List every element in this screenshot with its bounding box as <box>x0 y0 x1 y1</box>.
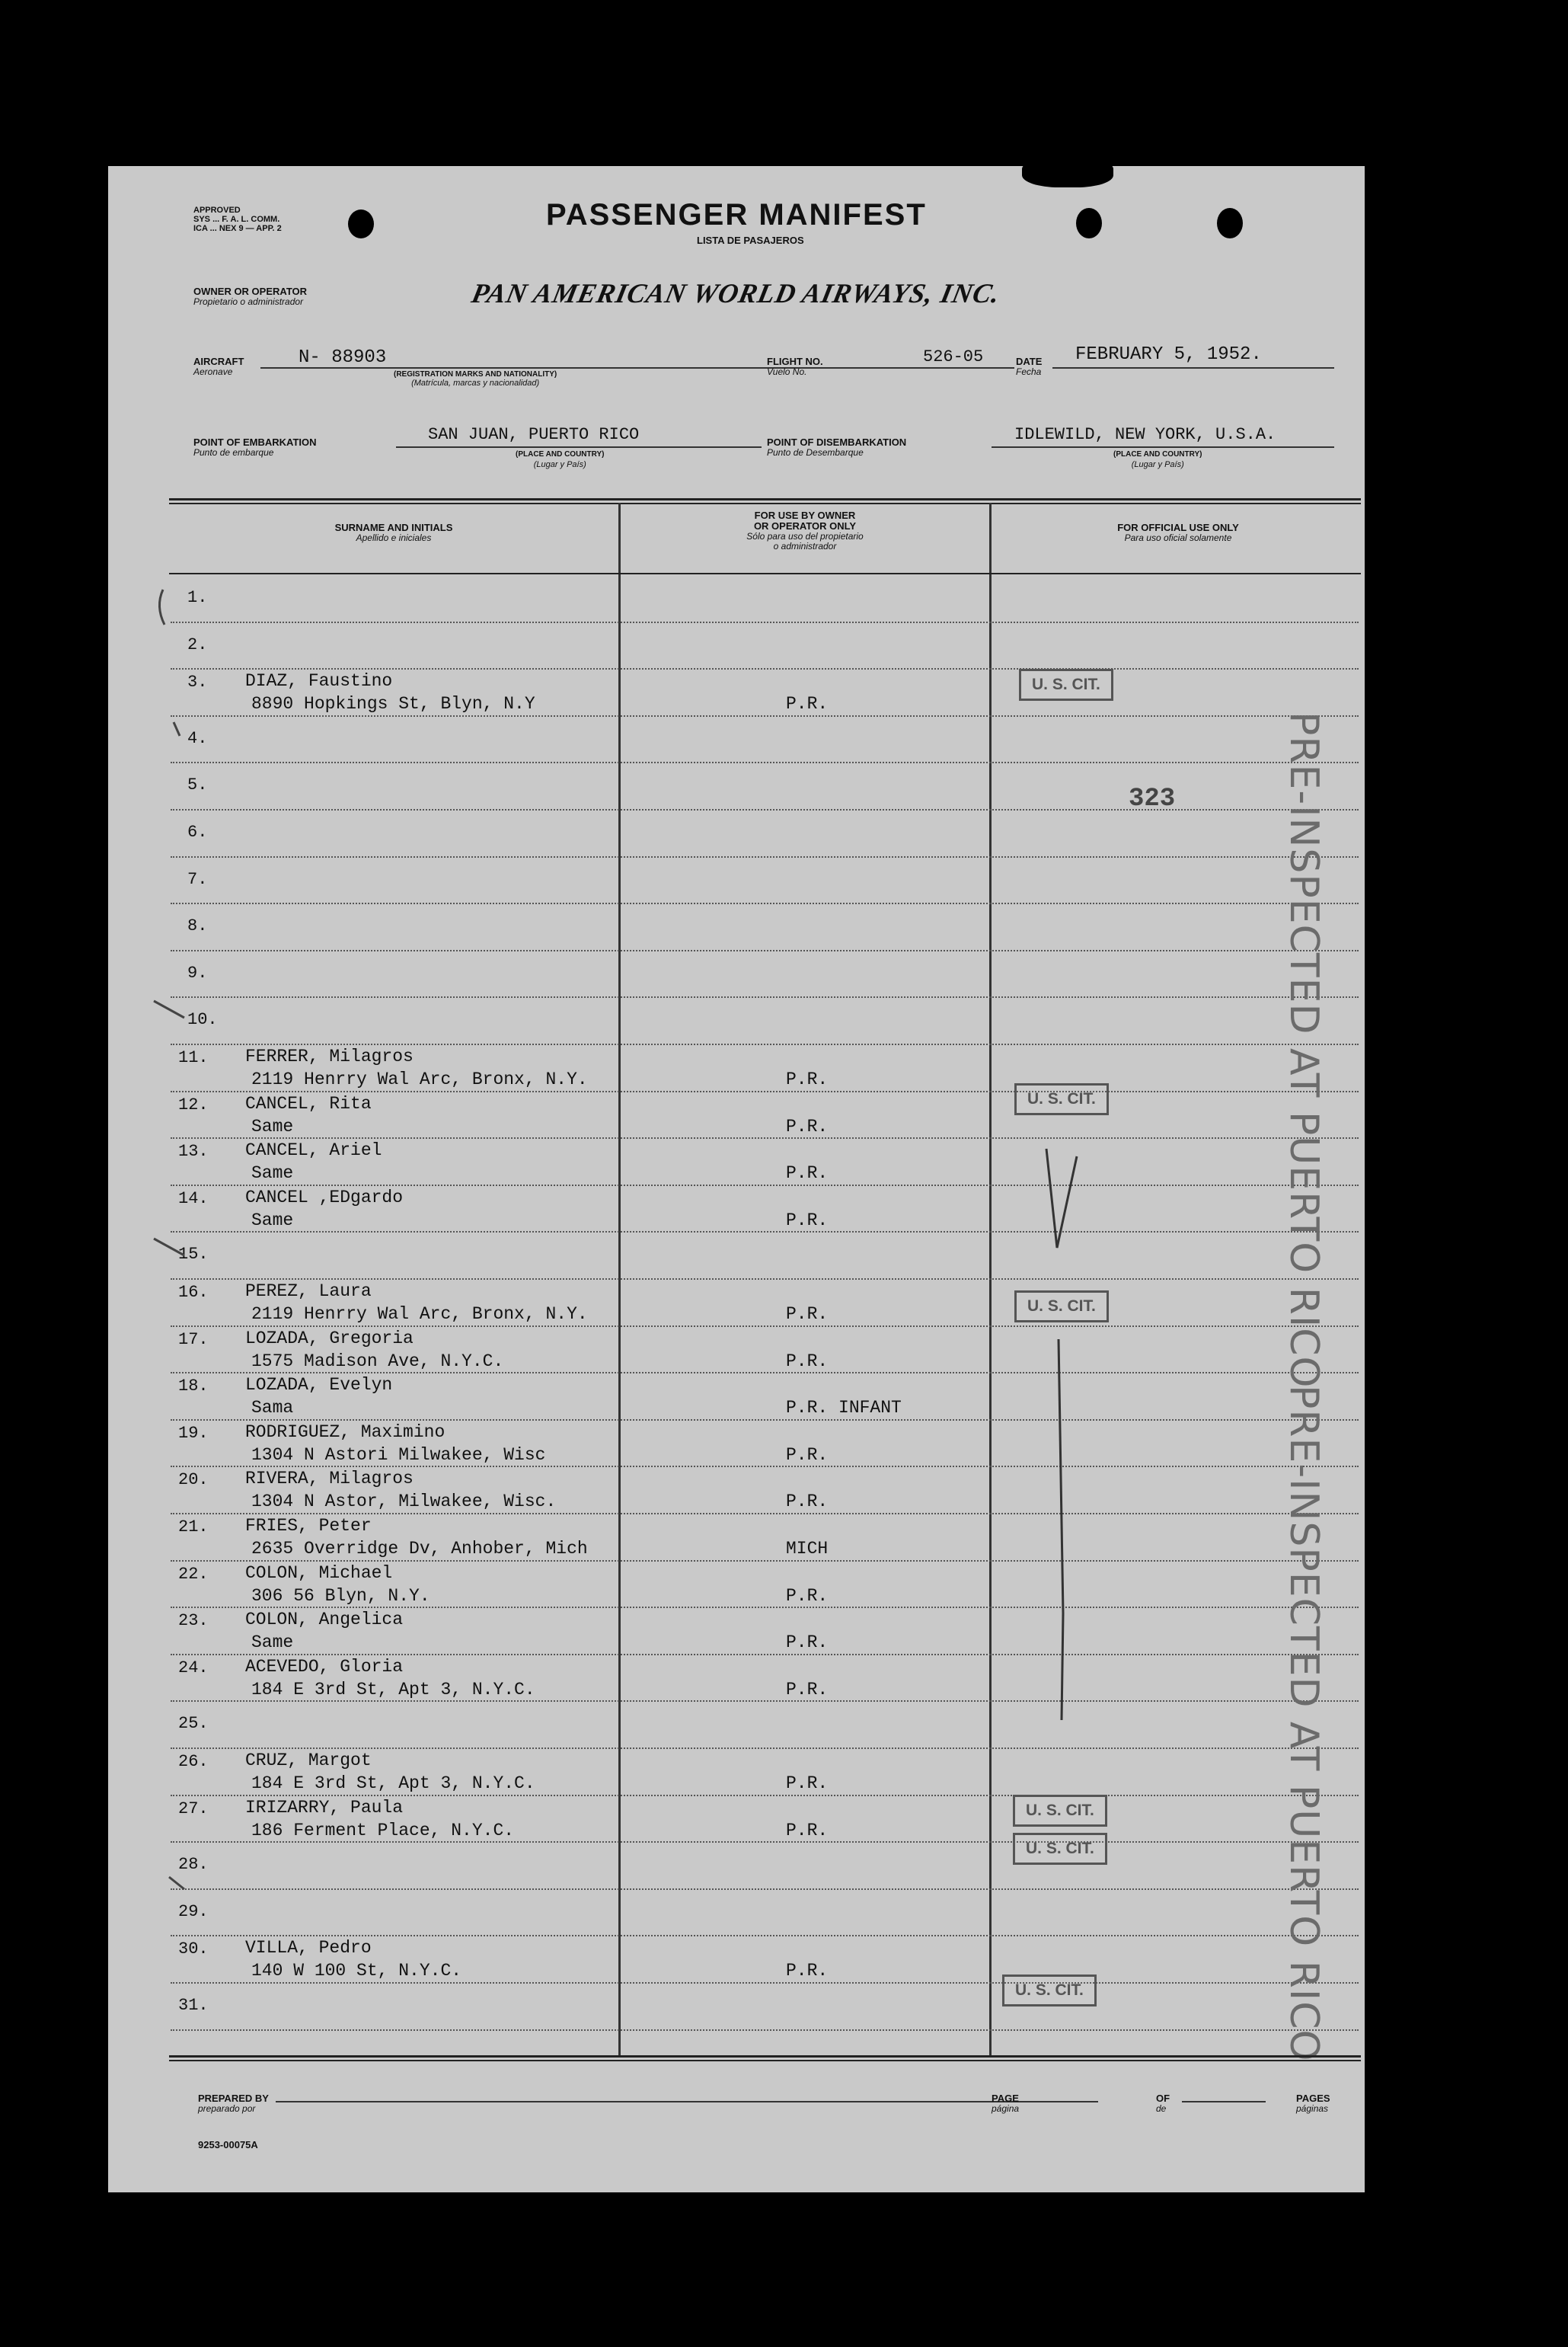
operator-note: P.R. <box>786 1070 829 1089</box>
row-number: 5. <box>187 775 208 795</box>
operator-note: P.R. <box>786 694 829 715</box>
passenger-name: RIVERA, Milagros <box>245 1469 414 1489</box>
operator-note: P.R. <box>786 1632 829 1653</box>
prepared-label-group <box>198 2093 269 2114</box>
operator-note: P.R. <box>786 1304 829 1324</box>
col3-label: FOR OFFICIAL USE ONLY <box>1117 522 1239 533</box>
col3-label-es: Para uso oficial solamente <box>1124 532 1232 543</box>
pages-label-es: páginas <box>1296 2103 1329 2114</box>
passenger-address: 184 E 3rd St, Apt 3, N.Y.C. <box>251 1679 535 1699</box>
passenger-address: 184 E 3rd St, Apt 3, N.Y.C. <box>251 1773 535 1793</box>
passenger-name: VILLA, Pedro <box>245 1938 372 1958</box>
us-cit-stamp-row27: U. S. CIT. <box>1013 1833 1107 1865</box>
prepared-label: PREPARED BY <box>198 2093 269 2104</box>
row-number: 21. <box>178 1517 209 1536</box>
col1-label-es: Apellido e iniciales <box>356 532 432 543</box>
passenger-name: IRIZARRY, Paula <box>245 1797 404 1818</box>
passenger-name: RODRIGUEZ, Maximino <box>245 1421 445 1442</box>
operator-note: P.R. <box>786 1820 829 1840</box>
passenger-name: CANCEL, Rita <box>245 1093 372 1114</box>
col2-label-b: OR OPERATOR ONLY <box>753 520 857 532</box>
date-value: FEBRUARY 5, 1952. <box>1075 344 1262 365</box>
of-label: OF <box>1156 2093 1170 2104</box>
passenger-address: Same <box>251 1163 294 1184</box>
embark-label: POINT OF EMBARKATION <box>193 436 317 448</box>
embark-place-sub: (PLACE AND COUNTRY) <box>516 450 605 459</box>
row-number: 19. <box>178 1423 209 1443</box>
pages-label: PAGES <box>1296 2093 1330 2104</box>
passenger-address: 2635 Overridge Dv, Anhober, Mich <box>251 1539 588 1559</box>
aircraft-sub-es: (Matrícula, marcas y nacionalidad) <box>411 379 540 388</box>
us-cit-stamp-row3: U. S. CIT. <box>1019 669 1113 701</box>
manifest-title: PASSENGER MANIFEST <box>546 198 927 232</box>
passenger-address: 186 Ferment Place, N.Y.C. <box>251 1820 515 1840</box>
passenger-address: 1304 N Astori Milwakee, Wisc <box>251 1444 546 1465</box>
col1-label: SURNAME AND INITIALS <box>334 522 453 533</box>
operator-note: P.R. <box>786 1351 829 1371</box>
disembark-value: IDLEWILD, NEW YORK, U.S.A. <box>1014 425 1276 444</box>
row-number: 17. <box>178 1329 209 1349</box>
approved-line-2: SYS ... F. A. L. COMM. <box>193 215 280 224</box>
us-cit-stamp-row12: U. S. CIT. <box>1014 1083 1109 1115</box>
manifest-sheet <box>108 166 1365 2192</box>
row-number: 10. <box>187 1010 218 1030</box>
disembark-label: POINT OF DISEMBARKATION <box>767 436 907 448</box>
operator-note: P.R. <box>786 1116 829 1137</box>
page-label-group <box>992 2093 1019 2114</box>
row-number: 23. <box>178 1611 209 1631</box>
row-number: 14. <box>178 1188 209 1208</box>
row-number: 26. <box>178 1752 209 1771</box>
row-number: 6. <box>187 823 208 842</box>
row-number: 29. <box>178 1901 209 1921</box>
operator-note: P.R. INFANT <box>786 1398 902 1418</box>
pre-inspected-stamp-upper: PRE-INSPECTED AT PUERTO RICO <box>1281 711 1327 1389</box>
col2-label-a: FOR USE BY OWNER <box>754 510 856 521</box>
row-number: 31. <box>178 1996 209 2015</box>
flight-label: FLIGHT NO. <box>767 356 823 367</box>
embark-value: SAN JUAN, PUERTO RICO <box>428 425 640 444</box>
passenger-name: FRIES, Peter <box>245 1516 372 1536</box>
passenger-name: LOZADA, Gregoria <box>245 1328 414 1348</box>
row-number: 30. <box>178 1939 209 1959</box>
passenger-name: CANCEL, Ariel <box>245 1140 382 1161</box>
passenger-name: PEREZ, Laura <box>245 1281 372 1301</box>
operator-note: P.R. <box>786 1585 829 1606</box>
row-number: 27. <box>178 1799 209 1818</box>
pencil-check-marks <box>108 166 1365 2192</box>
pages-label-group <box>1296 2093 1330 2114</box>
row-number: 3. <box>187 673 208 692</box>
table-bottom-rule <box>169 2055 1361 2058</box>
operator-note: P.R. <box>786 1773 829 1793</box>
disembark-place-sub: (PLACE AND COUNTRY) <box>1113 450 1202 459</box>
aircraft-value: N- 88903 <box>299 347 387 368</box>
passenger-address: 2119 Henrry Wal Arc, Bronx, N.Y. <box>251 1304 588 1324</box>
owner-value: PAN AMERICAN WORLD AIRWAYS, INC. <box>468 278 1004 309</box>
passenger-name: COLON, Michael <box>245 1562 393 1583</box>
row-number: 9. <box>187 963 208 983</box>
aircraft-label: AIRCRAFT <box>193 356 244 367</box>
operator-note: P.R. <box>786 1210 829 1230</box>
passenger-address: Same <box>251 1116 294 1137</box>
passenger-name: CRUZ, Margot <box>245 1751 372 1770</box>
form-number: 9253-00075A <box>198 2139 258 2150</box>
prepared-label-es: preparado por <box>198 2103 256 2114</box>
date-label-es: Fecha <box>1016 366 1042 377</box>
row-number: 15. <box>178 1245 209 1265</box>
operator-note: P.R. <box>786 1492 829 1512</box>
col2-label-es-a: Sólo para uso del propietario <box>746 531 864 542</box>
row-number: 7. <box>187 869 208 889</box>
passenger-name: ACEVEDO, Gloria <box>245 1656 404 1677</box>
row-number: 4. <box>187 728 208 748</box>
row-number: 13. <box>178 1142 209 1162</box>
row-number: 18. <box>178 1377 209 1396</box>
row-number: 20. <box>178 1470 209 1490</box>
col2-label-es-b: o administrador <box>773 541 837 552</box>
us-cit-stamp-row30: U. S. CIT. <box>1002 1974 1097 2006</box>
row-number: 24. <box>178 1658 209 1677</box>
us-cit-stamp-row26: U. S. CIT. <box>1013 1795 1107 1827</box>
disembark-label-es: Punto de Desembarque <box>767 447 864 458</box>
passenger-name: CANCEL ,EDgardo <box>245 1187 404 1207</box>
of-label-group <box>1156 2093 1170 2114</box>
of-label-es: de <box>1156 2103 1167 2114</box>
passenger-address: 1575 Madison Ave, N.Y.C. <box>251 1351 504 1371</box>
passenger-address: Same <box>251 1632 294 1653</box>
disembark-place-sub-es: (Lugar y País) <box>1131 460 1184 469</box>
passenger-address: 2119 Henrry Wal Arc, Bronx, N.Y. <box>251 1070 588 1089</box>
passenger-name: COLON, Angelica <box>245 1610 404 1630</box>
owner-label: OWNER OR OPERATOR <box>193 286 308 297</box>
row-number: 8. <box>187 916 208 936</box>
date-label: DATE <box>1016 356 1043 367</box>
pre-inspected-stamp-lower: PRE-INSPECTED AT PUERTO RICO <box>1281 1385 1327 2062</box>
aircraft-sub: (REGISTRATION MARKS AND NATIONALITY) <box>394 370 557 379</box>
row-number: 22. <box>178 1564 209 1584</box>
passenger-address: 1304 N Astor, Milwakee, Wisc. <box>251 1492 557 1512</box>
row-number: 28. <box>178 1855 209 1875</box>
passenger-address: 8890 Hopkings St, Blyn, N.Y <box>251 694 535 715</box>
passenger-name: DIAZ, Faustino <box>245 671 393 692</box>
flight-label-es: Vuelo No. <box>767 366 807 377</box>
row-number: 16. <box>178 1283 209 1302</box>
passenger-address: 140 W 100 St, N.Y.C. <box>251 1961 462 1981</box>
flight-value: 526-05 <box>923 347 984 366</box>
passenger-address: 306 56 Blyn, N.Y. <box>251 1585 430 1606</box>
row-number: 2. <box>187 635 208 654</box>
us-cit-stamp-row16: U. S. CIT. <box>1014 1290 1109 1322</box>
approved-line-3: ICA ... NEX 9 — APP. 2 <box>193 224 282 233</box>
row-number: 25. <box>178 1714 209 1734</box>
count-mark: 323 <box>1129 785 1176 814</box>
embark-label-es: Punto de embarque <box>193 447 274 458</box>
table-bottom-rule-2 <box>169 2060 1361 2061</box>
passenger-address: Sama <box>251 1398 294 1418</box>
aircraft-label-es: Aeronave <box>193 366 233 377</box>
operator-note: P.R. <box>786 1961 829 1981</box>
operator-note: P.R. <box>786 1679 829 1699</box>
manifest-subtitle: LISTA DE PASAJEROS <box>697 235 804 246</box>
passenger-address: Same <box>251 1210 294 1230</box>
operator-note: P.R. <box>786 1163 829 1184</box>
passenger-name: LOZADA, Evelyn <box>245 1375 393 1396</box>
operator-note: P.R. <box>786 1444 829 1465</box>
embark-place-sub-es: (Lugar y País) <box>533 460 586 469</box>
row-number: 12. <box>178 1095 209 1114</box>
owner-label-es: Propietario o administrador <box>193 296 304 307</box>
operator-note: MICH <box>786 1539 829 1559</box>
page-label-es: página <box>992 2103 1020 2114</box>
passenger-name: FERRER, Milagros <box>245 1047 414 1066</box>
row-number: 1. <box>187 588 208 607</box>
approved-line-1: APPROVED <box>193 206 241 215</box>
row-number: 11. <box>178 1048 209 1067</box>
page-label: PAGE <box>992 2093 1019 2104</box>
